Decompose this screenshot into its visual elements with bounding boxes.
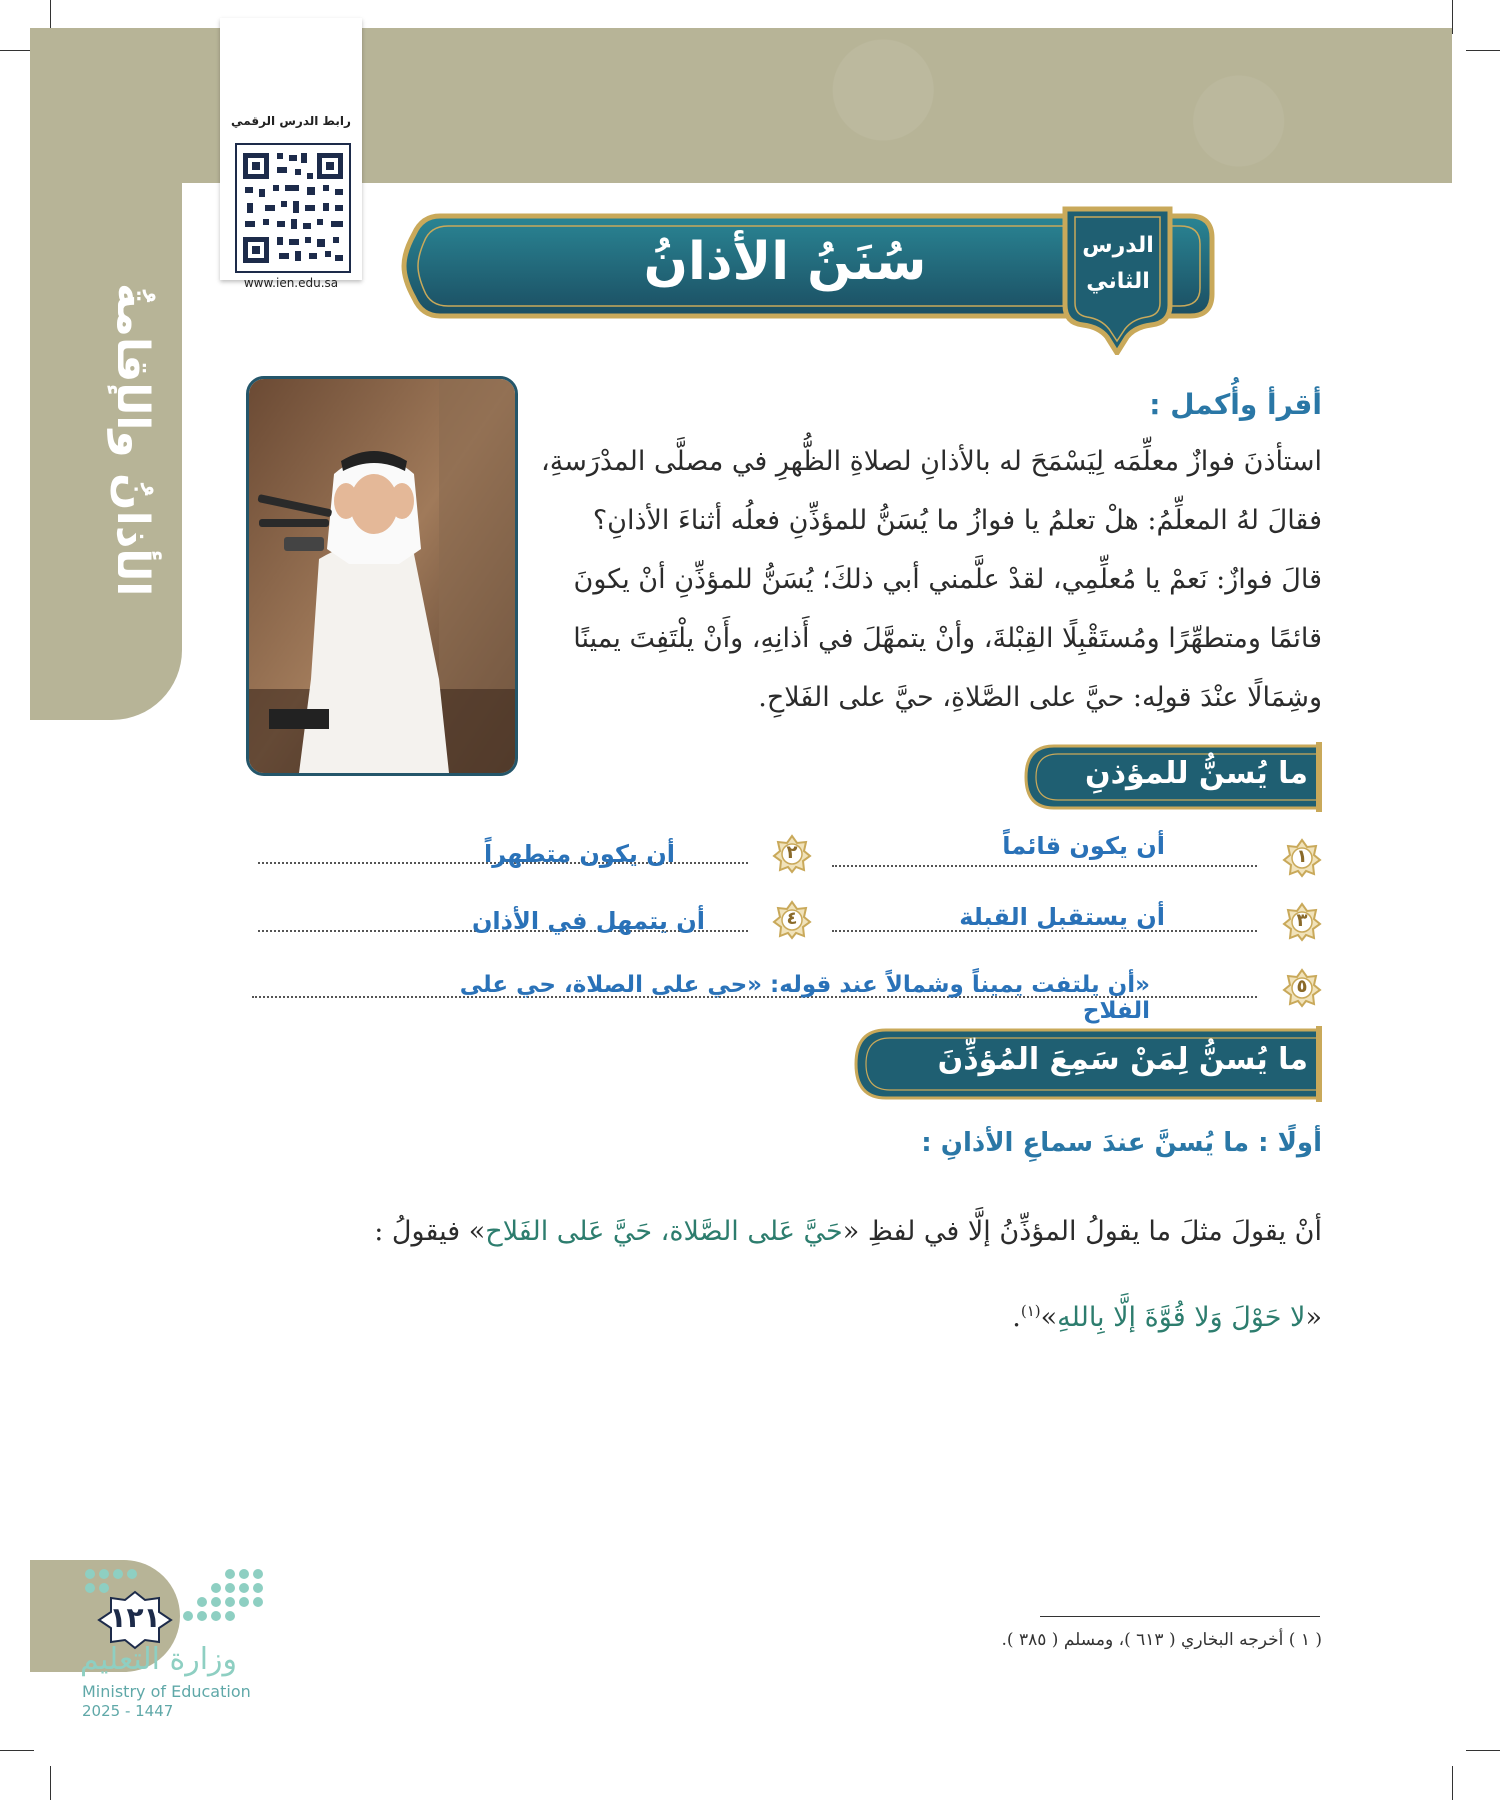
number-badge-5-label: ٥ <box>1296 976 1308 997</box>
number-badge-4-label: ٤ <box>786 908 798 929</box>
qr-caption: رابط الدرس الرقمي <box>231 114 351 128</box>
section2-title: ما يُسنُّ لِمَنْ سَمِعَ المُؤذِّنَ <box>937 1042 1308 1077</box>
section2-line-1 <box>300 1216 1322 1247</box>
section2-subheading: أولًا : ما يُسنَّ عندَ سماعِ الأذانِ : <box>921 1128 1322 1158</box>
ministry-name-arabic: وزارة التعليم <box>80 1642 238 1677</box>
section1-title: ما يُسنُّ للمؤذنِ <box>1085 756 1308 791</box>
crop-mark <box>1452 0 1453 34</box>
crop-mark <box>1466 1750 1500 1751</box>
section2-line-2 <box>700 1302 1322 1333</box>
section2-line2-end: . <box>1012 1302 1021 1333</box>
crop-mark <box>1452 1766 1453 1800</box>
number-badge-3-label: ٣ <box>1296 910 1308 931</box>
section2-line1-quote: حَيَّ عَلى الصَّلاة، حَيَّ عَلى الفَلاح <box>485 1216 843 1247</box>
reading-line-4: قائمًا ومتطهِّرًا ومُستَقْبِلًا القِبْلةَ، وأنْ يتمهَّلَ في أَذانِهِ، وأَنْ يلْتَفِتَ يمينًا <box>573 623 1322 654</box>
answer-3: أن يستقبل القبلة <box>959 903 1165 931</box>
reading-line-5: وشِمَالًا عنْدَ قولِه: حيَّ على الصَّلاةِ، حيَّ على الفَلاحِ. <box>758 682 1322 713</box>
answer-2: أن يكون متطهراً <box>484 840 675 868</box>
answer-4: أن يتمهل في الأذان <box>471 907 705 935</box>
section2-line2-quote: لا حَوْلَ وَلا قُوَّةَ إلَّا بِاللهِ <box>1057 1302 1306 1333</box>
unit-title: الأذانُ والإقامةُ <box>107 283 158 597</box>
crop-mark <box>0 50 34 51</box>
number-badge-1-label: ١ <box>1296 846 1308 867</box>
number-badge-2-label: ٢ <box>786 842 798 863</box>
answer-line-1 <box>832 865 1257 867</box>
lesson-title: سُنَنُ الأذانُ <box>643 232 927 292</box>
answer-1: أن يكون قائماً <box>1002 832 1165 860</box>
lesson-label-line2: الثاني <box>1086 269 1150 294</box>
reading-line-1: استأذنَ فوازٌ معلِّمَه لِيَسْمَحَ له بالأذانِ لصلاةِ الظُّهرِ في مصلَّى المدْرَسةِ، <box>541 446 1322 477</box>
lesson-label-line1: الدرس <box>1082 233 1154 258</box>
qr-code-icon[interactable] <box>235 143 351 273</box>
qr-card[interactable] <box>220 18 362 290</box>
section2-line2-a: « <box>1305 1302 1322 1333</box>
footnote-ref[interactable]: (١) <box>1020 1302 1041 1320</box>
section2-line1-a: أنْ يقولَ مثلَ ما يقولُ المؤذِّنُ إلَّا في لفظِ « <box>842 1216 1322 1247</box>
ministry-name-english: Ministry of Education <box>82 1682 251 1701</box>
answer-5: «أن يلتفت يميناً وشمالاً عند قوله: «حي على الصلاة، حي على الفلاح <box>459 972 1150 1024</box>
lesson-number-label <box>1062 228 1174 300</box>
crop-mark <box>0 1750 34 1751</box>
crop-mark <box>50 1766 51 1800</box>
page-number: ١٢١ <box>109 1601 161 1634</box>
boy-giving-adhan-photo <box>246 376 518 776</box>
crop-mark <box>1466 50 1500 51</box>
section2-line2-b: » <box>1040 1302 1058 1333</box>
reading-line-3: قالَ فوازٌ: نَعمْ يا مُعلِّمِي، لقدْ علَّمني أبي ذلكَ؛ يُسَنُّ للمؤذِّنِ أنْ يكونَ <box>573 564 1322 595</box>
edition-year: 2025 - 1447 <box>82 1702 174 1720</box>
reading-heading: أقرأ وأُكمل : <box>1149 388 1322 421</box>
footnote-divider <box>1040 1616 1320 1617</box>
qr-url-link[interactable]: www.ien.edu.sa <box>243 276 339 290</box>
section2-line1-b: » فيقولُ : <box>374 1216 486 1247</box>
reading-line-2: فقالَ لهُ المعلِّمُ: هلْ تعلمُ يا فوازُ ما يُسَنُّ للمؤذِّنِ فعلُه أثناءَ الأذانِ؟ <box>592 505 1322 536</box>
footnote: ( ١ ) أخرجه البخاري ( ٦١٣ )، ومسلم ( ٣٨٥ ). <box>1001 1630 1322 1650</box>
